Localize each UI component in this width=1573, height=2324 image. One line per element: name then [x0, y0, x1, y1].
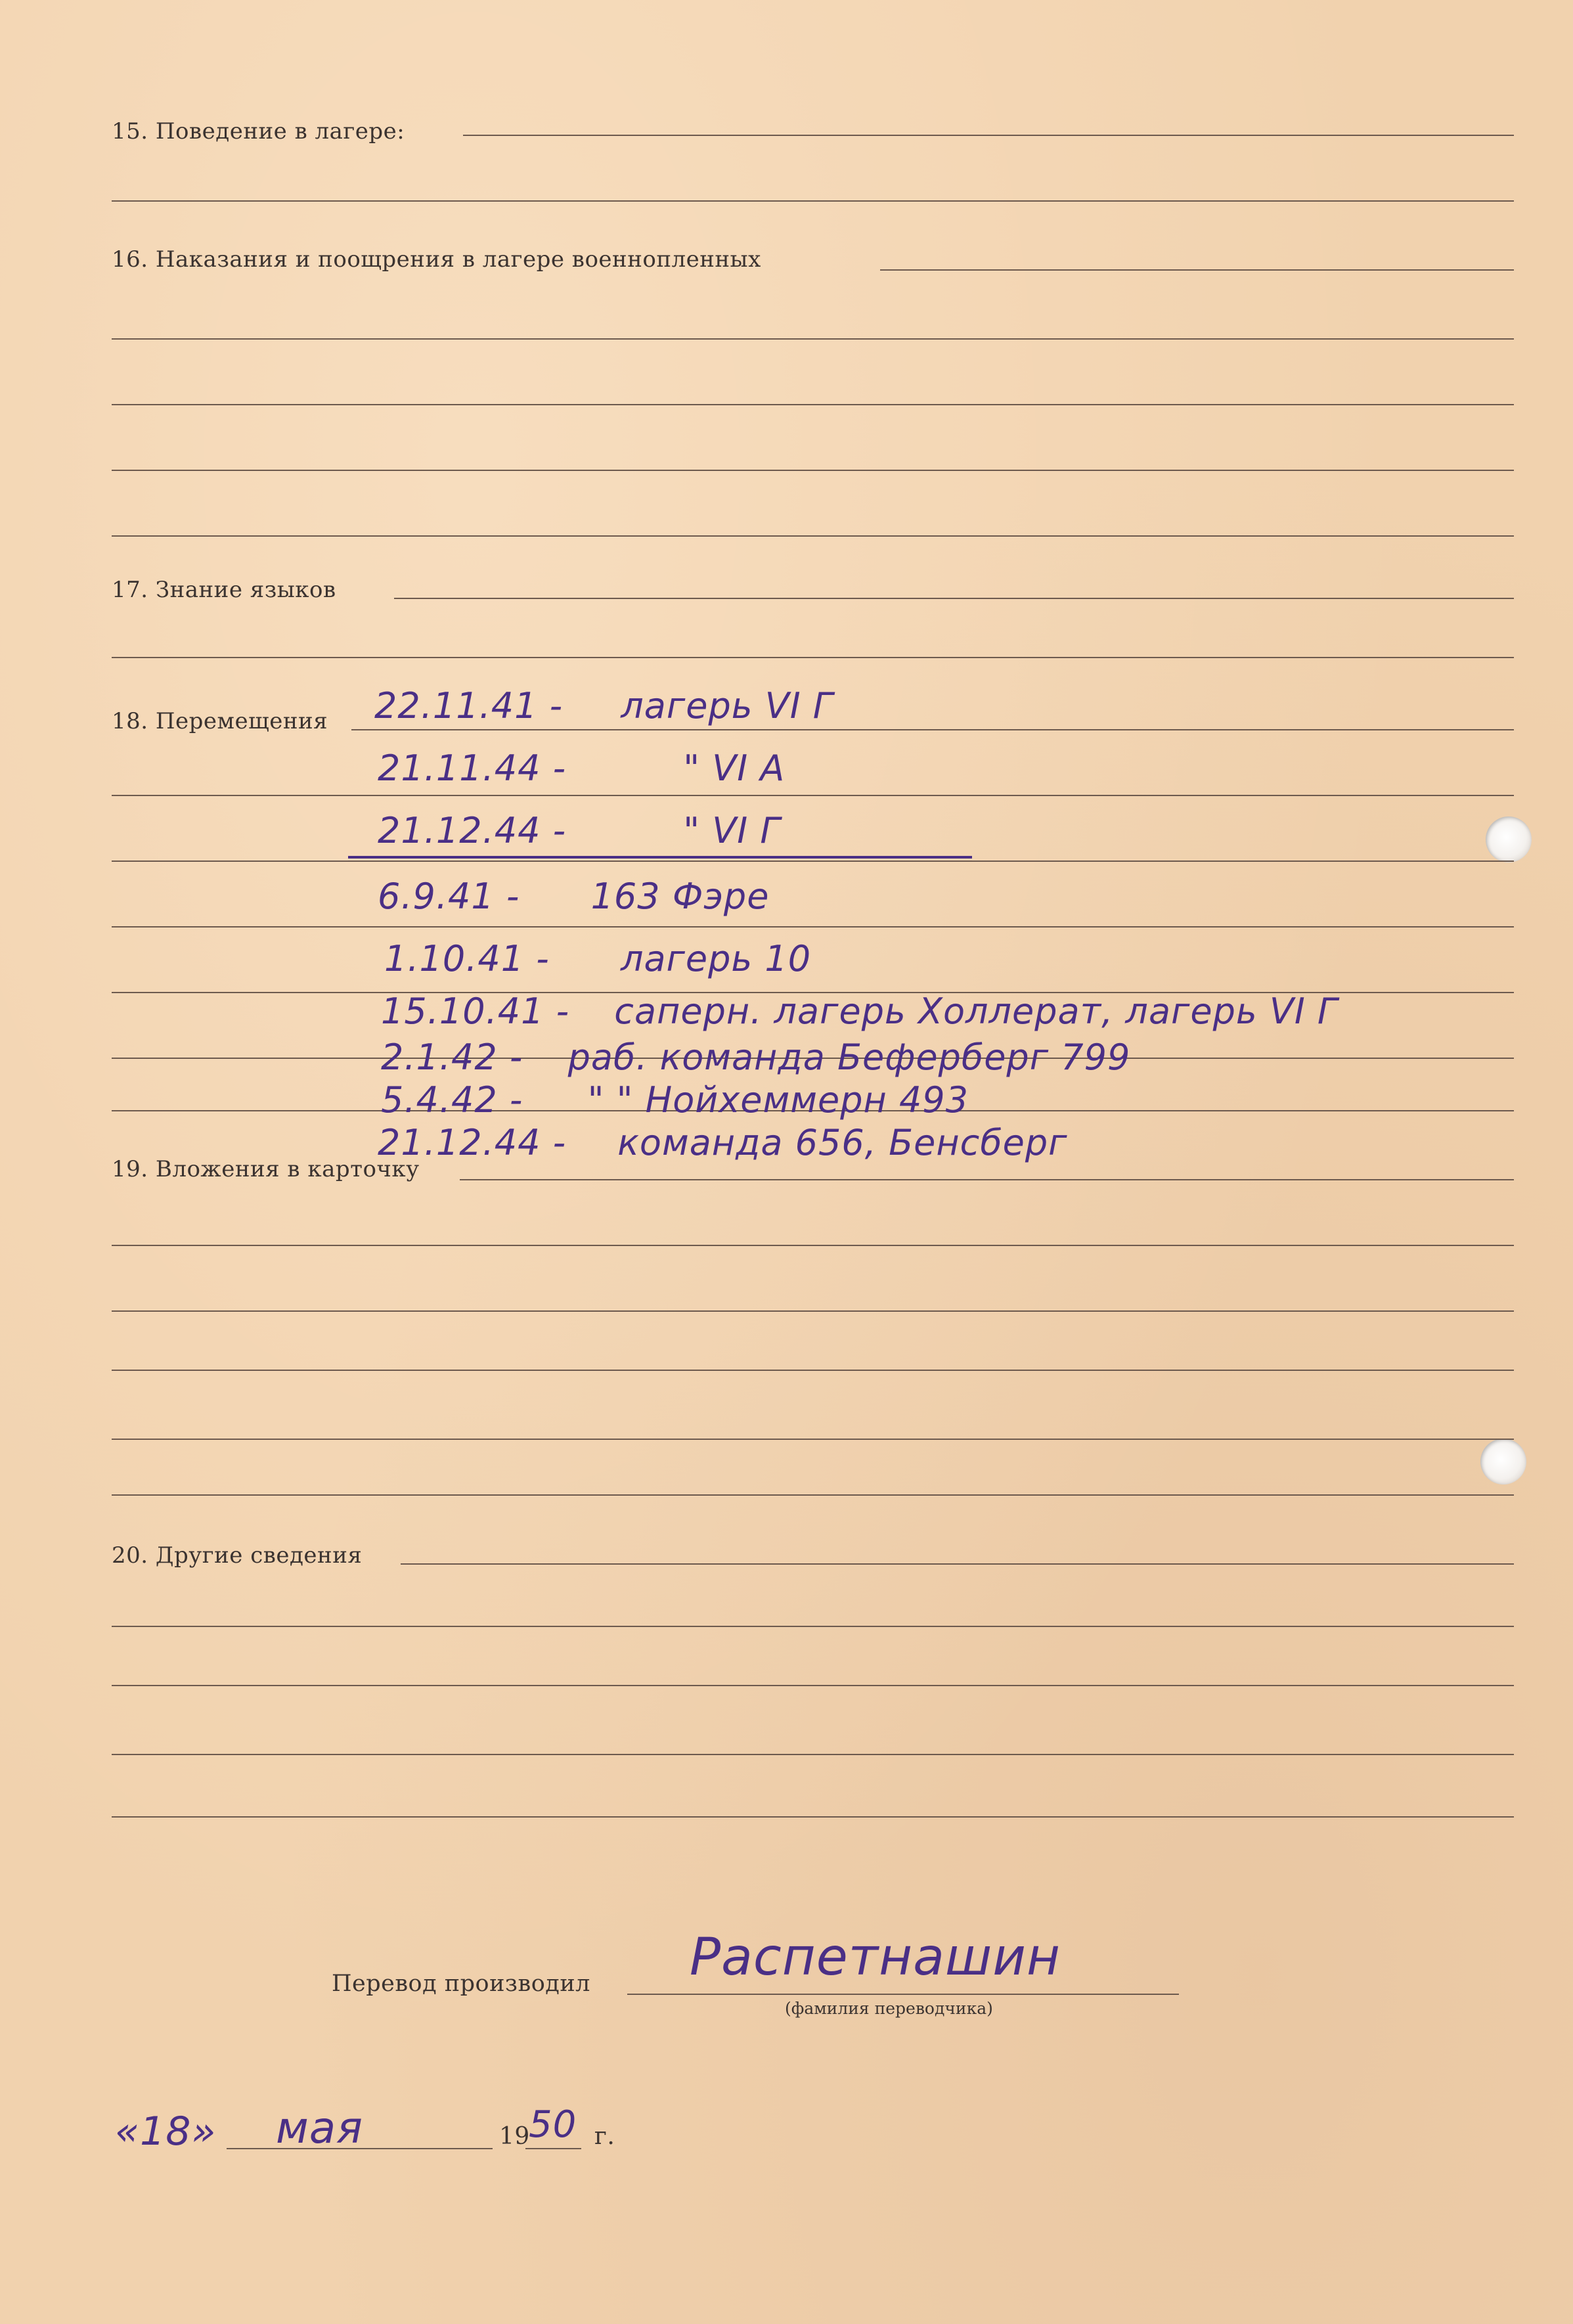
movement-text: саперн. лагерь Холлерат, лагерь VI Г	[614, 991, 1339, 1032]
item20-line-4	[112, 1754, 1514, 1755]
movement-text: " VI Г	[683, 810, 781, 851]
movement-entry-8	[381, 1081, 969, 1120]
movement-entry-9	[378, 1123, 1068, 1163]
item15-answer-line	[463, 135, 1514, 136]
item15-line-2	[112, 200, 1514, 202]
date-year-line	[525, 2148, 581, 2149]
item16-line-4	[112, 470, 1514, 471]
movement-date: 6.9.41 -	[378, 876, 520, 917]
item19-answer-line	[460, 1179, 1514, 1180]
movement-entry-6	[381, 992, 1338, 1031]
movement-entry-5	[384, 939, 811, 979]
item17-line-2	[112, 657, 1514, 658]
movement-text: " " Нойхеммерн 493	[587, 1079, 969, 1121]
movement-date: 21.12.44 -	[378, 810, 567, 851]
date-year-prefix: 19	[499, 2123, 530, 2150]
item20-line-3	[112, 1685, 1514, 1686]
item16-line-2	[112, 338, 1514, 340]
movement-entry-4	[378, 877, 769, 916]
movement-text: лагерь 10	[620, 938, 812, 979]
item18-label: 18. Перемещения	[112, 708, 328, 734]
movement-text: раб. команда Беферберг 799	[567, 1037, 1131, 1078]
punch-hole-lower	[1480, 1439, 1526, 1485]
movement-entry-7	[381, 1038, 1130, 1077]
movement-date: 15.10.41 -	[381, 991, 570, 1032]
item17-label: 17. Знание языков	[112, 577, 336, 603]
item17-answer-line	[394, 598, 1514, 599]
movement-date: 22.11.41 -	[374, 685, 564, 726]
movement-date: 21.11.44 -	[378, 748, 567, 789]
punch-hole-upper	[1486, 816, 1532, 862]
movement-text: лагерь VI Г	[621, 685, 833, 726]
item20-label: 20. Другие сведения	[112, 1542, 363, 1569]
movement-date: 1.10.41 -	[384, 938, 550, 979]
item18-line-2	[112, 795, 1514, 796]
movement-text: 163 Фэре	[590, 876, 770, 917]
item19-line-2	[112, 1245, 1514, 1246]
date-year-suffix: 50	[529, 2103, 577, 2146]
date-day: «18»	[115, 2109, 217, 2155]
item16-answer-line	[880, 269, 1514, 271]
handwritten-underline	[348, 856, 972, 859]
movement-date: 21.12.44 -	[378, 1122, 567, 1163]
movement-entry-2	[378, 749, 785, 788]
date-unit: г.	[594, 2123, 615, 2150]
movement-text: команда 656, Бенсберг	[617, 1122, 1068, 1163]
item16-line-3	[112, 404, 1514, 405]
item19-line-4	[112, 1370, 1514, 1371]
translator-caption: (фамилия переводчика)	[785, 1999, 993, 2018]
item16-label: 16. Наказания и поощрения в лагере военнопленных	[112, 246, 761, 273]
item20-line-5	[112, 1816, 1514, 1818]
movement-text: " VI А	[683, 748, 786, 789]
item20-answer-line	[401, 1563, 1514, 1565]
movement-date: 5.4.42 -	[381, 1079, 523, 1121]
movement-entry-1	[374, 686, 833, 726]
item19-line-3	[112, 1310, 1514, 1312]
translator-label: Перевод производил	[332, 1971, 590, 1997]
movement-entry-3	[378, 811, 780, 851]
movement-date: 2.1.42 -	[381, 1037, 523, 1078]
item16-line-5	[112, 535, 1514, 537]
item18-line-1	[351, 729, 1514, 730]
item15-label: 15. Поведение в лагере:	[112, 118, 405, 145]
translator-signature: Распетнашин	[690, 1928, 1061, 1987]
item18-line-3	[112, 860, 1514, 862]
item19-line-5	[112, 1439, 1514, 1440]
item19-label: 19. Вложения в карточку	[112, 1156, 420, 1182]
item20-line-2	[112, 1626, 1514, 1627]
item19-line-6	[112, 1494, 1514, 1496]
translator-signature-line	[627, 1994, 1179, 1995]
item18-line-4	[112, 926, 1514, 927]
date-month: мая	[276, 2103, 363, 2153]
